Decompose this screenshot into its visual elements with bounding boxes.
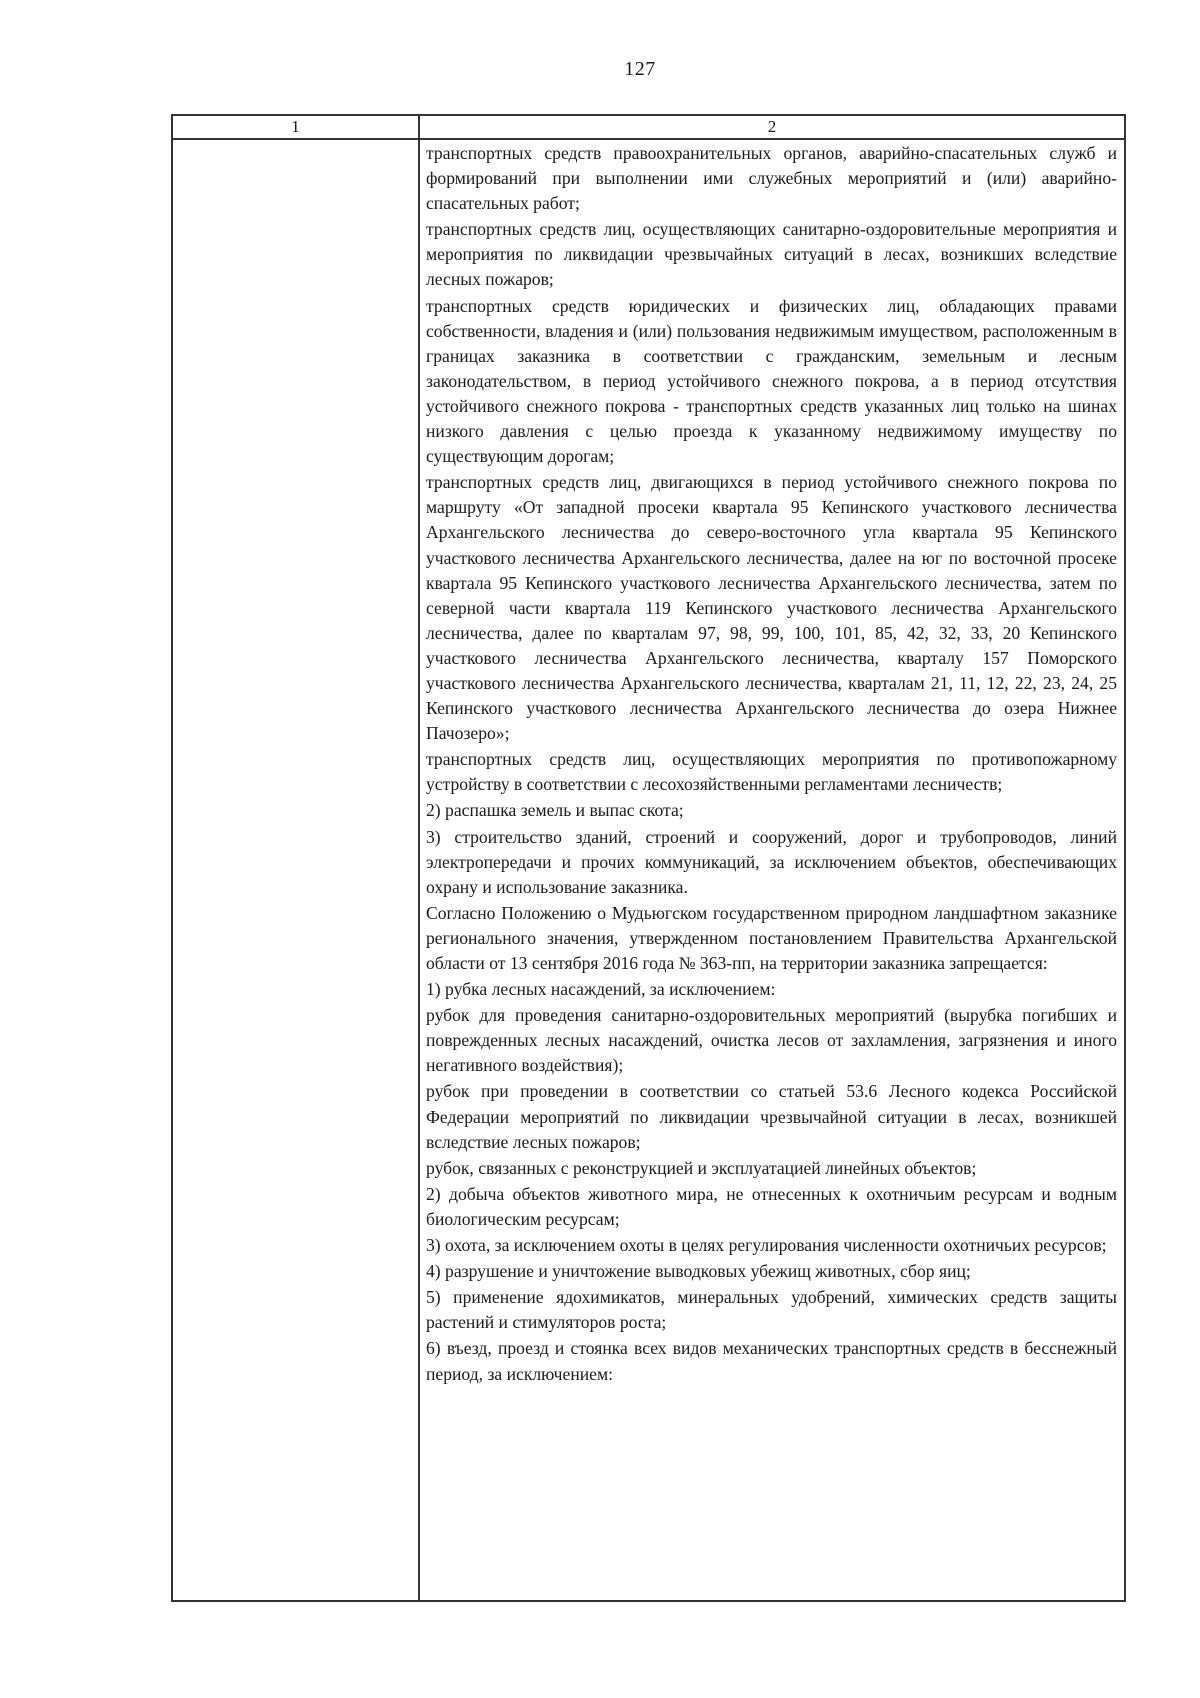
paragraph: 1) рубка лесных насаждений, за исключением: <box>426 979 776 1000</box>
page-number: 127 <box>624 58 656 80</box>
paragraph: 2) распашка земель и выпас скота; <box>426 800 684 821</box>
paragraph: 2) добыча объектов животного мира, не отнесенных к охотничьим ресурсам и водным биологическим ресурсам; <box>426 1183 1117 1229</box>
table-row <box>172 139 1125 1601</box>
paragraph: 4) разрушение и уничтожение выводковых убежищ животных, сбор яиц; <box>426 1261 971 1282</box>
column-2-cell <box>419 139 1125 1601</box>
paragraph: транспортных средств правоохранительных органов, аварийно-спасательных служб и формирований при выполнении ими служебных мероприятий и (или) аварийно-спасательных работ; <box>426 143 1117 214</box>
paragraph: транспортных средств лиц, двигающихся в период устойчивого снежного покрова по маршруту «От западной просеки квартала 95 Кепинского участкового лесничества Архангельского лесничества до северо-восточного угла квартала 95 Кепинского участкового лесничества Архангельского лесничества, далее на юг по восточной просеке квартала 95 Кепинского участкового лесничества Архангельского лесничества, затем по северной части квартала 119 Кепинского участкового лесничества Архангельского лесничества, далее по кварталам 97, 98, 99, 100, 101, 85, 42, 32, 33, 20 Кепинского участкового лесничества Архангельского лесничества, кварталу 157 Поморского участкового лесничества Архангельского лесничества, кварталам 21, 11, 12, 22, 23, 24, 25 Кепинского участкового лесничества Архангельского лесничества до озера Нижнее Пачозеро»; <box>426 472 1117 744</box>
paragraph: транспортных средств лиц, осуществляющих санитарно-оздоровительные мероприятия и мероприятия по ликвидации чрезвычайных ситуаций в лесах, возникших вследствие лесных пожаров; <box>426 219 1117 290</box>
paragraph: рубок при проведении в соответствии со статьей 53.6 Лесного кодекса Российской Федерации мероприятий по ликвидации чрезвычайной ситуации в лесах, возникшей вследствие лесных пожаров; <box>426 1081 1117 1152</box>
paragraph: рубок, связанных с реконструкцией и эксплуатацией линейных объектов; <box>426 1157 977 1178</box>
paragraph: 6) въезд, проезд и стоянка всех видов механических транспортных средств в бесснежный период, за исключением: <box>426 1338 1117 1384</box>
paragraph: транспортных средств лиц, осуществляющих мероприятия по противопожарному устройству в соответствии с лесохозяйственными регламентами лесничеств; <box>426 749 1117 795</box>
table-header-row <box>172 115 1125 139</box>
paragraph: 3) строительство зданий, строений и сооружений, дорог и трубопроводов, линий электропередачи и прочих коммуникаций, за исключением объектов, обеспечивающих охрану и использование заказника. <box>426 826 1117 897</box>
column-1-cell <box>172 139 419 1601</box>
paragraph: 5) применение ядохимикатов, минеральных удобрений, химических средств защиты растений и стимуляторов роста; <box>426 1287 1117 1333</box>
paragraph: Согласно Положению о Мудьюгском государственном природном ландшафтном заказнике регионального значения, утвержденном постановлением Правительства Архангельской области от 13 сентября 2016 года № 363-пп, на территории заказника запрещается: <box>426 902 1117 973</box>
paragraph: транспортных средств юридических и физических лиц, обладающих правами собственности, владения и (или) пользования недвижимым имуществом, расположенным в границах заказника в соответствии с гражданским, земельным и лесным законодательством, в период устойчивого снежного покрова, а в период отсутствия устойчивого снежного покрова - транспортных средств указанных лиц только на шинах низкого давления с целью проезда к указанному недвижимому имуществу по существующим дорогам; <box>426 295 1117 467</box>
paragraph: 3) охота, за исключением охоты в целях регулирования численности охотничьих ресурсов; <box>426 1235 1107 1256</box>
paragraph: рубок для проведения санитарно-оздоровительных мероприятий (вырубка погибших и поврежденных лесных насаждений, очистка лесов от захламления, загрязнения и иного негативного воздействия); <box>426 1005 1117 1076</box>
column-header-2: 2 <box>419 115 1125 139</box>
document-table <box>171 114 1126 1602</box>
column-header-1: 1 <box>172 115 419 139</box>
